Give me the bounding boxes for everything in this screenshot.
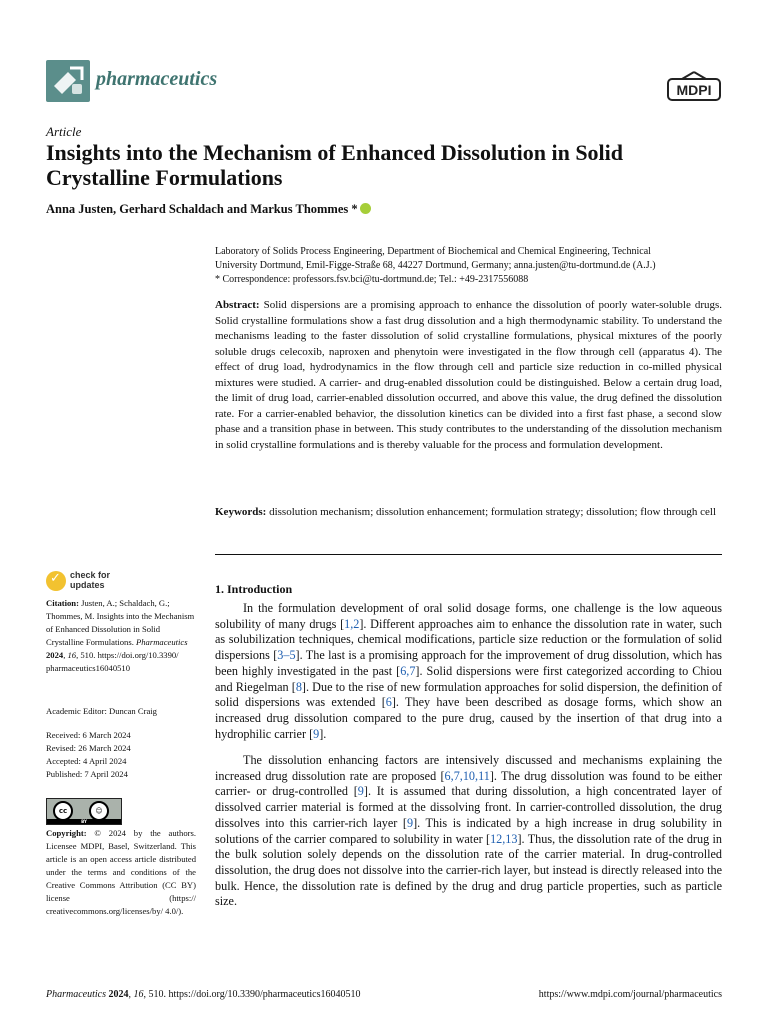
copyright-block: [46, 827, 196, 918]
affiliation: [215, 245, 725, 287]
affiliation-line: University Dortmund, Emil-Figge-Straße 68, 44227 Dortmund, Germany; anna.justen@tu-dortmund.de (A.J.): [215, 260, 656, 271]
check-updates-label: [70, 570, 110, 590]
affiliation-line: Laboratory of Solids Process Engineering, Department of Biochemical and Chemical Engineering, Technical: [215, 246, 651, 257]
dates: [46, 729, 196, 781]
reference-link[interactable]: 3–5: [277, 648, 296, 663]
footer-journal-url[interactable]: https://www.mdpi.com/journal/pharmaceutics: [538, 989, 722, 1000]
text-run: ]. Different approaches aim to enhance the dissolution rate in water, such as solubilization techniques, chemical modifications, particle size reduction or the formulation of solid dispersions [: [215, 616, 722, 663]
citation-text: Justen, A.; Schaldach, G.; Thommes, M. Insights into the Mechanism of Enhanced Dissolution in Solid Crystalline Formulations.: [46, 598, 195, 647]
reference-link[interactable]: 9: [313, 726, 320, 741]
divider: [215, 554, 722, 555]
received-date: Received: 6 March 2024: [46, 730, 131, 740]
footer-journal: Pharmaceutics: [46, 989, 106, 1000]
published-date: Published: 7 April 2024: [46, 769, 128, 779]
authors-text: Anna Justen, Gerhard Schaldach and Markus Thommes *: [46, 202, 358, 216]
citation-journal: Pharmaceutics: [136, 637, 188, 647]
reference-link[interactable]: 8: [295, 679, 302, 694]
text-run: ]. This is indicated by a high increase in drug solubility in solutions of the carrier compared to solubility in water [: [215, 815, 722, 846]
text-run: ]. They have been described as dosage forms, which show an increased drug dissolution compared to the pure drug, caused by the insertion of that drug into a hydrophilic carrier [: [215, 695, 722, 741]
revised-date: Revised: 26 March 2024: [46, 743, 131, 753]
footer-citation: Pharmaceutics 2024, 16, 510. https://doi.org/10.3390/pharmaceutics16040510: [46, 989, 361, 1000]
citation-volume: 16: [67, 650, 77, 660]
accepted-date: Accepted: 4 April 2024: [46, 756, 127, 766]
attribution-icon: ☺: [89, 801, 109, 821]
copyright-label: Copyright:: [46, 828, 87, 838]
paper-title: Insights into the Mechanism of Enhanced Dissolution in Solid Crystalline Formulations: [46, 140, 624, 190]
reference-link[interactable]: 6,7: [400, 663, 416, 678]
citation-year: 2024: [46, 650, 64, 660]
text-run: ]. Thus, the dissolution rate of the drug in the bulk solution solely depends on the dissolution rate of the carrier material. In drug-controlled dissolution, the drug does not dissolve into the carrier-rich layer, but instead is directly released into the bulk. Hence, the dissolution rate is defined by the drug and drug particle properties, such as particle size.: [215, 831, 722, 909]
text-run: In the formulation development of oral solid dosage forms, one challenge is the low aqueous solubility of many drugs [: [215, 601, 722, 631]
pharmaceutics-logo: [46, 60, 90, 102]
check-for-updates-button[interactable]: [46, 569, 166, 593]
text-run: The dissolution enhancing factors are intensively discussed and mechanisms explaining the increased drug dissolution rate are proposed [: [215, 753, 722, 783]
journal-name[interactable]: pharmaceutics: [96, 68, 218, 90]
abstract-label: Abstract:: [215, 299, 260, 311]
cc-icon: cc: [53, 801, 73, 821]
citation-block: Citation: Justen, A.; Schaldach, G.; Thommes, M. Insights into the Mechanism of Enhanced Dissolution in Solid Crystalline Formulations. Pharmaceutics 2024, 16, 510. https://doi.org/10.3390/ pharmaceutics16040510: [46, 598, 195, 673]
mdpi-logo[interactable]: [666, 70, 722, 102]
authors: [46, 202, 371, 217]
reference-link[interactable]: 12,13: [490, 831, 518, 846]
footer-year: 2024: [108, 989, 129, 1000]
check-icon: [46, 571, 66, 591]
paragraph: [215, 601, 722, 742]
text-run: ]. Due to the rise of new formulation approaches for solid dispersion, the definition of solid dispersions was extended [: [215, 679, 723, 710]
correspondence: * Correspondence: professors.fsv.bci@tu-dortmund.de; Tel.: +49-2317556088: [215, 274, 529, 285]
abstract: [215, 298, 722, 453]
cc-by-label: BY: [47, 819, 121, 824]
check-updates-line: check for: [70, 570, 111, 580]
publisher-logo-text: MDPI: [676, 82, 712, 98]
reference-link[interactable]: 9: [357, 784, 364, 799]
text-run: ]. It is assumed that during dissolution, a high concentrated layer of dissolved carrier material is formed at the dissolving front. In carrier-controlled dissolution, the drug dissolves into this carrier-rich layer [: [215, 784, 722, 830]
citation-label: Citation:: [46, 598, 79, 608]
copyright-text: © 2024 by the authors. Licensee MDPI, Basel, Switzerland. This article is an open access article distributed under the terms and conditions of the Creative Commons Attribution (CC BY) license (https:// creativecommons.org/licenses/by/ 4.0/).: [46, 828, 196, 916]
academic-editor: Academic Editor: Duncan Craig: [46, 706, 157, 716]
reference-link[interactable]: 6,7,10,11: [444, 768, 490, 783]
footer-volume: 16: [133, 989, 144, 1000]
article-type: Article: [46, 124, 82, 139]
keywords: [215, 505, 722, 521]
text-run: ]. The last is a promising approach for the improvement of drug dissolution, which has been highly investigated in the past [: [215, 648, 722, 678]
citation-doi-link[interactable]: , 510. https://doi.org/10.3390/ pharmaceutics16040510: [46, 650, 179, 673]
reference-link[interactable]: 6: [385, 695, 392, 710]
check-updates-line: updates: [70, 580, 105, 590]
text-run: ].: [319, 726, 327, 741]
text-run: ]. The drug dissolution was found to be either carrier- or drug-controlled [: [215, 768, 722, 799]
orcid-icon[interactable]: [360, 203, 371, 214]
text-run: ]. Solid dispersions were first categorized according to Chiou and Riegelman [: [215, 663, 723, 694]
reference-link[interactable]: 1,2: [344, 616, 360, 631]
keywords-label: Keywords:: [215, 506, 267, 518]
reference-link[interactable]: 9: [406, 815, 414, 830]
keywords-text: dissolution mechanism; dissolution enhancement; formulation strategy; dissolution; flow through cell: [269, 506, 717, 518]
abstract-text: Solid dispersions are a promising approach to enhance the dissolution of poorly water-soluble drugs. Solid crystalline formulations show a fast drug dissolution and a high thermodynamic stability. To understand the mechanisms leading to the faster dissolution of solid crystalline formulations, physical mixtures of the poorly soluble drugs celecoxib, naproxen and phenytoin were investigated in the flow through cell (apparatus 4). The effect of drug load, hydrodynamics in the flow through cell and particle size reduction in co-milled physical mixtures were studied. A carrier- and drug-enabled dissolution could be distinguished. Below a certain drug load, the limit of drug load, carrier-enabled dissolution occurred, and above this value, the drug defined the dissolution rate. For a carrier-enabled behavior, the dissolution kinetics can be divided into a first fast phase, a second slow phase and a transition phase in between. This study contributes to the understanding of the dissolution mechanism in solid crystalline formulations and is thereby valuable for the process and formulation development.: [215, 299, 723, 451]
footer-doi-link[interactable]: , 510. https://doi.org/10.3390/pharmaceutics16040510: [143, 989, 361, 1000]
section-heading: 1. Introduction: [215, 582, 293, 596]
cc-by-license-icon[interactable]: [46, 798, 122, 825]
paragraph: [215, 753, 722, 910]
